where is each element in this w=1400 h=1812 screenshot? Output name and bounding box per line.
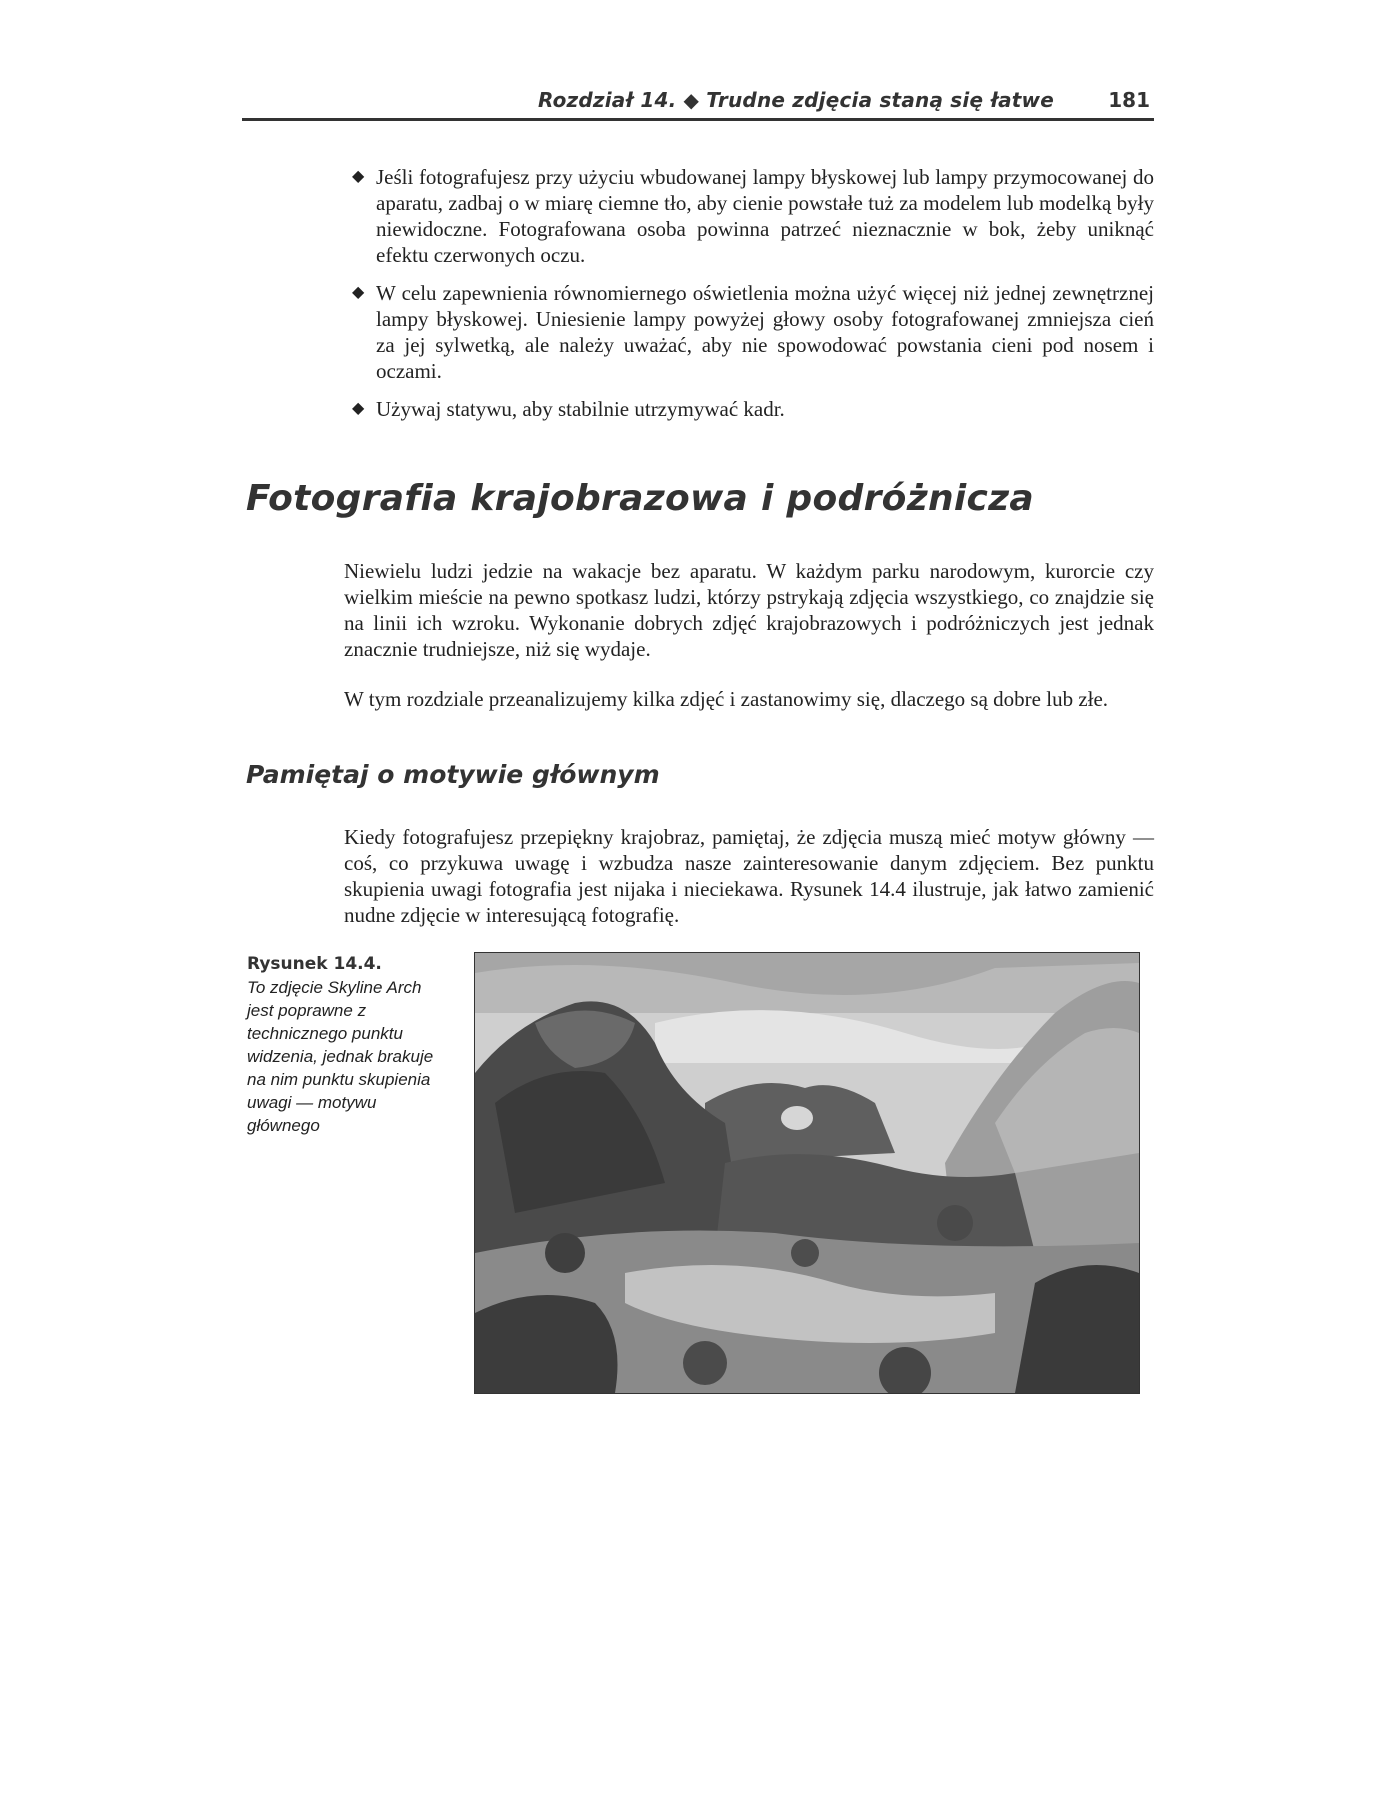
section-paragraph: Niewielu ludzi jedzie na wakacje bez aparatu. W każdym parku narodowym, kurorcie czy wielkim mieście na pewno spotkasz ludzi, którzy pstrykają zdjęcia wszystkiego, co znajdzie się na linii ich wzroku. Wykonanie dobrych zdjęć krajobrazowych i podróżniczych jest jednak znacznie trudniejsze, niż się wydaje. [344, 559, 1154, 661]
page-number: 181 [1108, 88, 1150, 112]
bullet-text: W celu zapewnienia równomiernego oświetlenia można użyć więcej niż jednej zewnętrznej lampy błyskowej. Uniesienie lampy powyżej głowy osoby fotografowanej zmniejsza cień za jej sylwetką, ale należy uważać, aby nie spowodować powstania cieni pod nosem i oczami. [376, 281, 1154, 383]
section-paragraph: W tym rozdziale przeanalizujemy kilka zdjęć i zastanowimy się, dlaczego są dobre lub złe. [344, 687, 1109, 711]
diamond-bullet-icon: ◆ [352, 400, 365, 417]
bullet-text: Jeśli fotografujesz przy użyciu wbudowanej lampy błyskowej lub lampy przymocowanej do aparatu, zadbaj o w miarę ciemne tło, aby cienie powstałe tuż za modelem lub modelką były niewidoczne. Fotografowana osoba powinna patrzeć nieznacznie w bok, żeby uniknąć efektu czerwonych oczu. [376, 165, 1154, 267]
figure-caption [247, 954, 457, 1137]
figure-caption-text: To zdjęcie Skyline Arch jest poprawne z technicznego punktu widzenia, jednak brakuje na nim punktu skupienia uwagi — motywu głównego [247, 978, 434, 1135]
running-header [242, 84, 1154, 121]
bullet-text: Używaj statywu, aby stabilnie utrzymywać kadr. [376, 397, 785, 421]
landscape-photo [474, 952, 1140, 1394]
diamond-bullet-icon: ◆ [352, 284, 365, 301]
figure-label: Rysunek 14.4. [247, 954, 382, 974]
list-item [352, 396, 1154, 422]
subsection-heading: Pamiętaj o motywie głównym [246, 760, 660, 789]
landscape-photo-image [475, 953, 1139, 1393]
diamond-bullet-icon: ◆ [352, 168, 365, 185]
bullet-list [352, 164, 1154, 434]
section-heading: Fotografia krajobrazowa i podróżnicza [246, 478, 1034, 519]
list-item [352, 164, 1154, 268]
subsection-paragraph: Kiedy fotografujesz przepiękny krajobraz, pamiętaj, że zdjęcia muszą mieć motyw główny — coś, co przykuwa uwagę i wzbudza nasze zainteresowanie danym zdjęciem. Bez punktu skupienia uwagi fotografia jest nijaka i nieciekawa. Rysunek 14.4 ilustruje, jak łatwo zamienić nudne zdjęcie w interesującą fotografię. [344, 825, 1154, 927]
list-item [352, 280, 1154, 384]
running-title: Rozdział 14. ◆ Trudne zdjęcia staną się łatwe [537, 88, 1054, 112]
